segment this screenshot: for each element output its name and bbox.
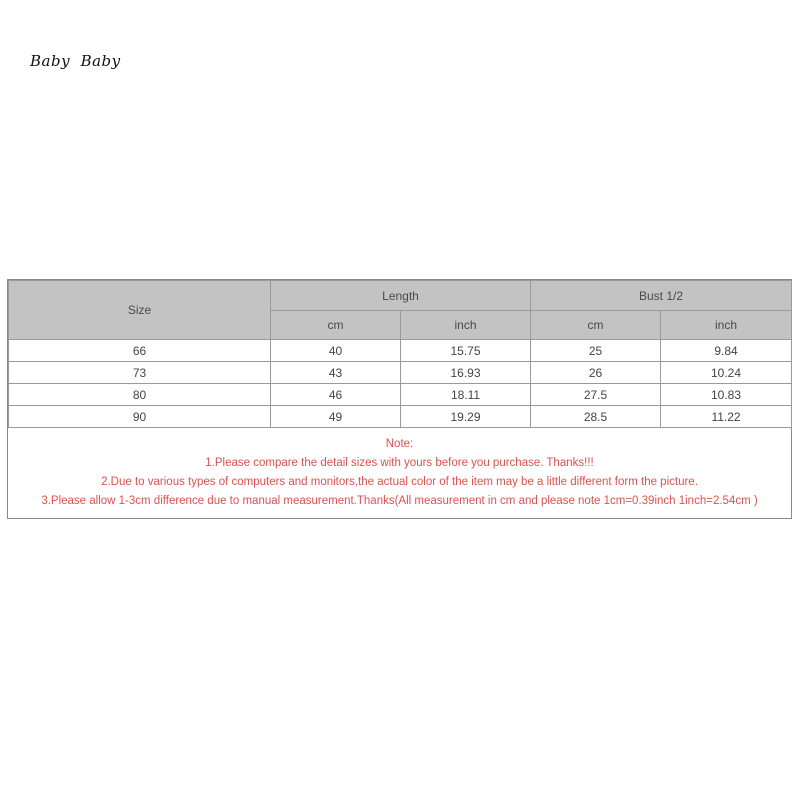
bust-header: Bust 1/2 xyxy=(531,281,792,311)
bust-inch-cell: 11.22 xyxy=(661,406,792,428)
bust-inch-cell: 10.24 xyxy=(661,362,792,384)
bust-cm-cell: 25 xyxy=(531,340,661,362)
length-inch-cell: 18.11 xyxy=(401,384,531,406)
bust-cm-cell: 27.5 xyxy=(531,384,661,406)
bust-cm-cell: 26 xyxy=(531,362,661,384)
length-header: Length xyxy=(271,281,531,311)
bust-inch-header: inch xyxy=(661,311,792,340)
size-chart xyxy=(7,279,792,519)
size-cell: 80 xyxy=(9,384,271,406)
table-row xyxy=(9,384,792,406)
size-cell: 73 xyxy=(9,362,271,384)
length-inch-cell: 15.75 xyxy=(401,340,531,362)
brand-logo-text: Baby Baby xyxy=(30,52,121,70)
size-cell: 90 xyxy=(9,406,271,428)
length-cm-cell: 40 xyxy=(271,340,401,362)
size-header: Size xyxy=(9,281,271,340)
note-line: 2.Due to various types of computers and monitors,the actual color of the item may be a little different form the picture. xyxy=(101,476,698,488)
size-table xyxy=(8,280,792,428)
bust-inch-cell: 9.84 xyxy=(661,340,792,362)
size-cell: 66 xyxy=(9,340,271,362)
note-line: 3.Please allow 1-3cm difference due to manual measurement.Thanks(All measurement in cm and please note 1cm=0.39inch 1inch=2.54cm ) xyxy=(41,495,758,507)
notes-section xyxy=(8,435,791,511)
note-line: 1.Please compare the detail sizes with yours before you purchase. Thanks!!! xyxy=(205,457,594,469)
length-cm-header: cm xyxy=(271,311,401,340)
table-row xyxy=(9,362,792,384)
length-inch-cell: 19.29 xyxy=(401,406,531,428)
length-inch-cell: 16.93 xyxy=(401,362,531,384)
length-cm-cell: 49 xyxy=(271,406,401,428)
bust-cm-header: cm xyxy=(531,311,661,340)
length-cm-cell: 46 xyxy=(271,384,401,406)
bust-cm-cell: 28.5 xyxy=(531,406,661,428)
table-row xyxy=(9,406,792,428)
bust-inch-cell: 10.83 xyxy=(661,384,792,406)
note-title: Note: xyxy=(385,438,414,450)
length-inch-header: inch xyxy=(401,311,531,340)
table-row xyxy=(9,340,792,362)
length-cm-cell: 43 xyxy=(271,362,401,384)
